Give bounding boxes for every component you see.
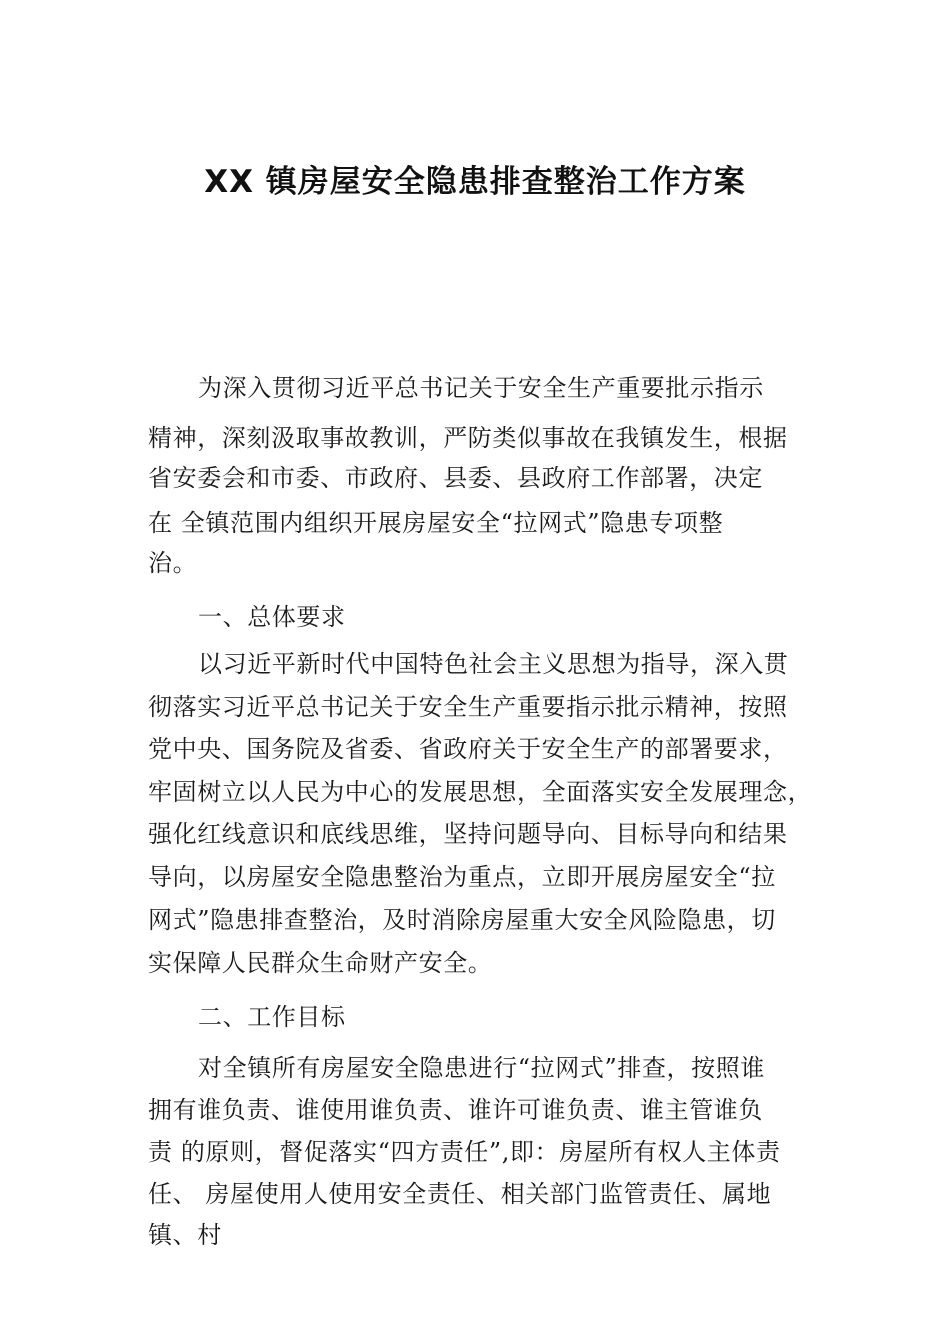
- section-heading-1: 一、总体要求: [198, 603, 346, 631]
- section1-line-2: 彻落实习近平总书记关于安全生产重要指示批示精神，按照: [148, 693, 788, 721]
- intro-line-3: 省安委会和市委、市政府、县委、县政府工作部署，决定: [148, 464, 763, 492]
- document-title: XX 镇房屋安全隐患排查整治工作方案: [204, 164, 746, 200]
- intro-line-1: 为深入贯彻习近平总书记关于安全生产重要批示指示: [198, 374, 764, 402]
- section2-line-5: 镇、村: [148, 1221, 222, 1249]
- section1-line-4: 牢固树立以人民为中心的发展思想，全面落实安全发展理念，: [148, 778, 813, 806]
- section1-line-8: 实保障人民群众生命财产安全。: [148, 949, 493, 977]
- section2-line-3: 责 的原则，督促落实“四方责任”,即：房屋所有权人主体责: [148, 1138, 781, 1166]
- section1-line-7: 网式”隐患排查整治，及时消除房屋重大安全风险隐患，切: [148, 906, 776, 934]
- section-heading-2: 二、工作目标: [198, 1003, 346, 1031]
- section1-line-3: 党中央、国务院及省委、省政府关于安全生产的部署要求，: [148, 735, 788, 763]
- intro-line-4: 在 全镇范围内组织开展房屋安全“拉网式”隐患专项整: [148, 509, 724, 537]
- section2-line-2: 拥有谁负责、谁使用谁负责、谁许可谁负责、谁主管谁负: [148, 1096, 763, 1124]
- section2-line-1: 对全镇所有房屋安全隐患进行“拉网式”排查，按照谁: [198, 1054, 765, 1082]
- section2-line-4: 任、 房屋使用人使用安全责任、相关部门监管责任、属地: [148, 1180, 772, 1208]
- intro-line-2: 精神，深刻汲取事故教训，严防类似事故在我镇发生，根据: [148, 424, 788, 452]
- section1-line-5: 强化红线意识和底线思维，坚持问题导向、目标导向和结果: [148, 820, 788, 848]
- section1-line-1: 以习近平新时代中国特色社会主义思想为指导，深入贯: [198, 650, 789, 678]
- intro-line-5: 治。: [148, 549, 198, 577]
- section1-line-6: 导向，以房屋安全隐患整治为重点，立即开展房屋安全“拉: [148, 863, 776, 891]
